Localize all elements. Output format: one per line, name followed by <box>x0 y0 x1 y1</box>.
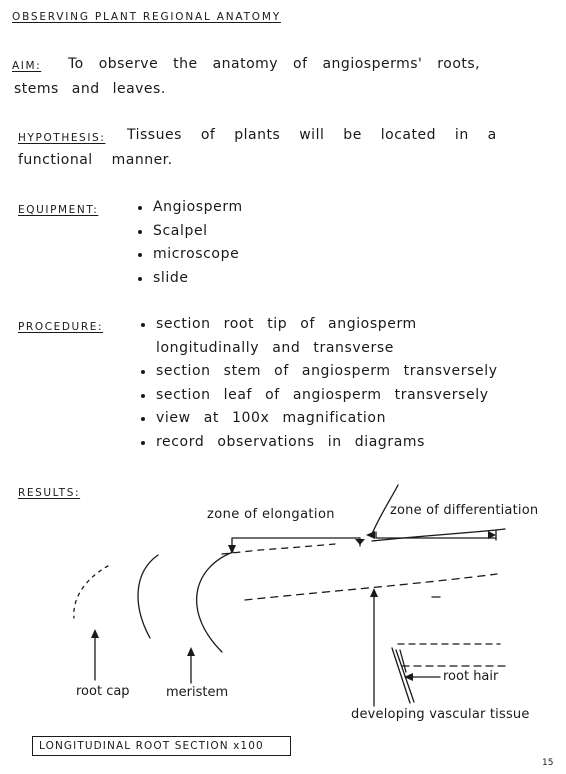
differentiation-left-arrowhead <box>366 531 375 539</box>
diagram-caption-box <box>32 736 291 756</box>
page-number: 15 <box>542 758 554 768</box>
procedure-item: record observations in diagrams <box>139 431 498 455</box>
meristem-arc <box>197 552 233 652</box>
equipment-label: EQUIPMENT: <box>18 204 99 216</box>
meristem-arrowhead <box>187 647 195 656</box>
root-hair-label: root hair <box>443 669 499 684</box>
results-label: RESULTS: <box>18 487 81 499</box>
equipment-item: microscope <box>136 243 243 267</box>
root-cap-label: root cap <box>76 684 130 699</box>
procedure-item: section root tip of angiosperm <box>139 313 498 337</box>
hypothesis-text-line2: functional manner. <box>18 152 173 168</box>
aim-text-line1: To observe the anatomy of angiosperms' roots, <box>68 56 481 72</box>
equipment-item: Angiosperm <box>136 196 243 220</box>
elongation-bracket <box>232 538 360 550</box>
root-hair-arrowhead <box>404 673 413 681</box>
vascular-tissue-label: developing vascular tissue <box>351 707 530 722</box>
vascular-tissue-arrowhead <box>370 588 378 597</box>
root-cap-arrowhead <box>91 629 99 638</box>
root-cap-inner-arc <box>138 555 158 638</box>
root-upper-edge-right <box>372 529 505 541</box>
elongation-right-arrowhead <box>355 539 365 545</box>
procedure-item: view at 100x magnification <box>139 407 498 431</box>
zone-of-differentiation-label: zone of differentiation <box>390 503 539 518</box>
diagram-caption: LONGITUDINAL ROOT SECTION x100 <box>39 740 264 752</box>
meristem-label: meristem <box>166 685 229 700</box>
hypothesis-label: HYPOTHESIS: <box>18 132 106 144</box>
root-upper-edge <box>222 544 335 554</box>
procedure-label: PROCEDURE: <box>18 321 104 333</box>
root-cap-outer-edge <box>74 566 108 618</box>
procedure-item: section stem of angiosperm transversely <box>139 360 498 384</box>
procedure-item: longitudinally and transverse <box>156 339 394 356</box>
root-hair-stroke-1 <box>392 648 410 703</box>
equipment-item: Scalpel <box>136 220 243 244</box>
equipment-item: slide <box>136 267 243 291</box>
aim-label: AIM: <box>12 60 42 72</box>
page-title: OBSERVING PLANT REGIONAL ANATOMY <box>12 11 281 23</box>
aim-text-line2: stems and leaves. <box>14 81 166 97</box>
procedure-item: section leaf of angiosperm transversely <box>139 384 498 408</box>
hypothesis-text-line1: Tissues of plants will be located in a <box>127 127 497 143</box>
zone-of-elongation-label: zone of elongation <box>207 507 335 522</box>
